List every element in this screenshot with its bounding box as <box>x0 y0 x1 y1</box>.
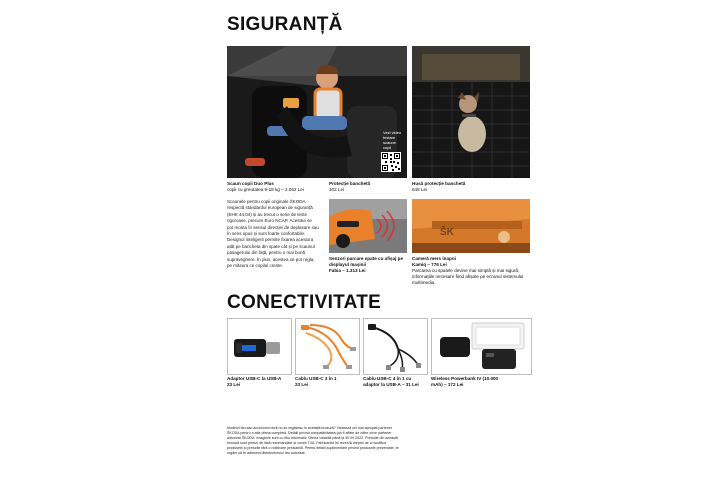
product-name-usb-adapter: Adaptor USB-C la USB-A <box>227 376 282 381</box>
product-image-usb-4in1 <box>363 318 428 375</box>
product-caption-usb-adapter <box>227 376 293 388</box>
seat-detail: copii cu greutatea 9-18 kg – 2.062 Lei <box>227 187 304 192</box>
qr-note: Vezi video testare scaune copii <box>383 130 402 150</box>
product-image-usb-3in1 <box>295 318 360 375</box>
rear-camera-photo <box>412 199 530 253</box>
product-name-powerbank: Wireless Powerbank IV (10.000 mAh) – 172 Lei <box>431 376 499 387</box>
product-price-usb-3in1: 23 Lei <box>295 382 309 387</box>
section-title-connectivity: CONECTIVITATE <box>227 292 382 313</box>
seat-description: Scaunele pentru copii originale ŠKODA respectă standardul european de siguranță (EHK 44.04) și au trecut o serie de teste riguroase, precum Euro NCAP. Acestea se pot monta în sensul direcției de deplasare sau în sens opus și sunt foarte confortabile. Designul inteligent permite fixarea acestora atât pe bancheta din spate cât și pe scaunul pasagerului din față, pentru o mai bună supraveghere. În plus, acestea se pot regla, pe măsura ce copilul creste. <box>227 199 319 269</box>
rear-camera-caption <box>412 256 530 286</box>
product-image-powerbank <box>431 318 532 375</box>
seat-name: Scaun copii Duo Plus <box>227 181 274 186</box>
product-caption-usb-4in1 <box>363 376 427 388</box>
bench-cover-price: 648 Lei <box>412 187 428 192</box>
parking-sensors-photo <box>329 199 407 253</box>
bench-protection-name: Protecție banchetă <box>329 181 371 186</box>
svg-text:ŠK: ŠK <box>440 227 454 238</box>
footer-disclaimer: Modelul tău sau accesoriul dorit nu se regăsesc în această broșură? Vizitează cel mai apropiat partener ŠKODA pentru a afla oferta completă. Detalii privind compatibilitatea pot fi aflate de către orice partener autorizat ŠKODA. Imaginile sunt cu titlu informativ. Oferta valabilă până la 30.09.2022. Prețurile din această broșură sunt prețuri de listă recomandate și conțin TVA. Fabricantul își rezervă dreptul de a modifica produsele și prețurile fără o notificare prealabilă. Pentru detalii suplimentare privind produsele prezentate, te rugăm să te adresezi distribuitorului tău autorizat. <box>227 426 399 456</box>
rear-camera-price: Kamiq – 776 Lei <box>412 262 447 267</box>
parking-sensors-caption <box>329 256 409 274</box>
product-caption-usb-3in1 <box>295 376 361 388</box>
product-name-usb-4in1: Cablu USB-C 4 în 1 cu adaptor la USB-A – 31 Lei <box>363 376 419 387</box>
qr-code-icon <box>381 152 401 172</box>
bench-protection-price: 102 Lei <box>329 187 345 192</box>
rear-camera-name: Cameră mers înapoi <box>412 256 456 261</box>
parking-sensors-price: Fabia – 1.313 Lei <box>329 268 366 273</box>
parking-sensors-illustration <box>329 199 407 253</box>
usb-adapter-icon <box>228 319 291 374</box>
powerbank-icon <box>432 319 531 374</box>
bench-cover-name: Husă protecție banchetă <box>412 181 466 186</box>
parking-sensors-name: Senzori parcare spate cu afișaj pe displayul mașinii <box>329 256 404 267</box>
usb-3in1-cable-icon <box>296 319 359 374</box>
product-price-usb-adapter: 23 Lei <box>227 382 241 387</box>
child-seat-photo <box>227 46 407 178</box>
product-image-usb-adapter <box>227 318 292 375</box>
dog-bench-illustration <box>412 46 530 178</box>
product-caption-powerbank <box>431 376 503 388</box>
rear-camera-illustration <box>412 199 530 253</box>
child-seat-illustration <box>227 46 407 178</box>
usb-4in1-cable-icon <box>364 319 427 374</box>
section-title-safety: SIGURANȚĂ <box>227 14 343 35</box>
product-name-usb-3in1: Cablu USB-C 3 în 1 <box>295 376 337 381</box>
bench-cover-caption <box>412 181 530 193</box>
bench-cover-photo <box>412 46 530 178</box>
qr-code[interactable] <box>381 152 401 172</box>
rear-camera-description: Parcarea cu spatele devine mai simplă și mai sigură, informațiile necesare fiind afișate pe ecranul sistemului multimedia. <box>412 268 524 285</box>
bench-protection-caption <box>329 181 409 193</box>
